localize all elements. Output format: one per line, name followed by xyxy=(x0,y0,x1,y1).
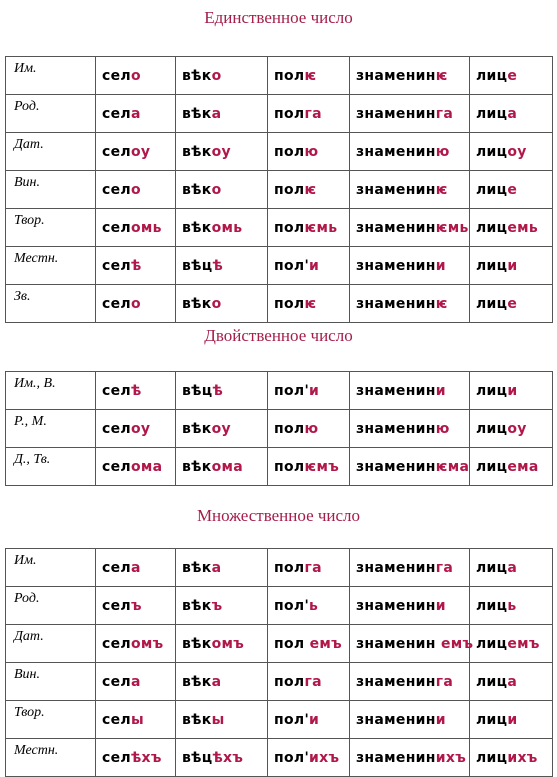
word-ending: е xyxy=(507,67,518,84)
word-ending: и xyxy=(309,711,320,728)
case-label: Род. xyxy=(6,587,96,625)
word-stem: лиц xyxy=(476,181,508,198)
word-stem: знаменин xyxy=(356,673,436,690)
word-stem: пол' xyxy=(274,257,310,274)
word-stem: пол xyxy=(274,105,305,122)
word-stem: вѣк xyxy=(182,219,212,236)
word-stem: знаменин xyxy=(356,559,436,576)
word-form-cell xyxy=(176,372,268,410)
word-stem: пол xyxy=(274,559,305,576)
word-ending: га xyxy=(435,673,454,690)
word-stem: лиц xyxy=(476,219,508,236)
word-form-cell xyxy=(268,587,350,625)
word-stem: сел xyxy=(102,597,131,614)
word-stem: вѣк xyxy=(182,181,212,198)
word-form-cell xyxy=(268,410,350,448)
word-ending: ъ xyxy=(130,597,142,614)
word-ending: ѣ xyxy=(130,257,142,274)
word-stem: знаменин xyxy=(356,257,436,274)
word-ending: а xyxy=(507,673,518,690)
word-stem: лиц xyxy=(476,635,508,652)
table-row xyxy=(6,448,553,486)
word-ending: и xyxy=(507,382,518,399)
word-stem: вѣк xyxy=(182,711,212,728)
table-row xyxy=(6,701,553,739)
word-form-cell xyxy=(470,701,553,739)
word-form-cell xyxy=(96,57,176,95)
word-ending: а xyxy=(211,559,222,576)
word-ending: ихъ xyxy=(507,749,538,766)
word-stem: пол xyxy=(274,181,305,198)
word-stem: лиц xyxy=(476,673,508,690)
word-ending: ѣхъ xyxy=(130,749,162,766)
word-ending: омъ xyxy=(130,635,164,652)
word-ending: а xyxy=(507,559,518,576)
word-ending: и xyxy=(507,257,518,274)
case-label: Вин. xyxy=(6,171,96,209)
word-form-cell xyxy=(470,549,553,587)
word-form-cell xyxy=(268,549,350,587)
section-title-singular: Единственное число xyxy=(204,8,353,27)
word-form-cell xyxy=(350,57,470,95)
word-ending: и xyxy=(435,382,446,399)
word-form-cell xyxy=(176,448,268,486)
word-ending: а xyxy=(507,105,518,122)
word-ending: га xyxy=(435,559,454,576)
case-label: Р., М. xyxy=(6,410,96,448)
word-ending: ѣ xyxy=(212,257,224,274)
word-ending: оу xyxy=(130,143,151,160)
word-form-cell xyxy=(176,171,268,209)
word-form-cell xyxy=(268,663,350,701)
word-ending: ѥмь xyxy=(435,219,469,236)
word-ending: ѥмъ xyxy=(304,458,340,475)
word-form-cell xyxy=(96,701,176,739)
word-ending: га xyxy=(304,105,322,122)
word-form-cell xyxy=(176,625,268,663)
word-form-cell xyxy=(350,133,470,171)
table-singular xyxy=(5,56,553,323)
word-stem: вѣк xyxy=(182,295,212,312)
word-stem: сел xyxy=(102,673,131,690)
word-form-cell xyxy=(268,739,350,777)
word-form-cell xyxy=(470,209,553,247)
word-ending: омъ xyxy=(211,635,245,652)
word-ending: ѣ xyxy=(212,382,224,399)
word-form-cell xyxy=(268,701,350,739)
word-form-cell xyxy=(350,410,470,448)
word-form-cell xyxy=(176,95,268,133)
word-ending: а xyxy=(211,105,222,122)
word-stem: сел xyxy=(102,257,131,274)
table-row xyxy=(6,209,553,247)
word-stem: лиц xyxy=(476,597,508,614)
word-form-cell xyxy=(96,171,176,209)
word-stem: знаменин xyxy=(356,219,436,236)
word-form-cell xyxy=(176,133,268,171)
word-ending: оу xyxy=(211,143,231,160)
word-stem: знаменин xyxy=(356,420,436,437)
table-row xyxy=(6,549,553,587)
word-stem: сел xyxy=(102,635,131,652)
word-stem: сел xyxy=(102,749,131,766)
word-ending: га xyxy=(435,105,454,122)
word-form-cell xyxy=(350,372,470,410)
word-stem: лиц xyxy=(476,67,508,84)
word-form-cell xyxy=(96,285,176,323)
word-stem: лиц xyxy=(476,143,508,160)
word-ending: ь xyxy=(507,597,517,614)
word-stem: вѣк xyxy=(182,635,212,652)
word-ending: и xyxy=(507,711,518,728)
table-row xyxy=(6,133,553,171)
word-stem: вѣц xyxy=(182,257,213,274)
word-form-cell xyxy=(268,247,350,285)
word-form-cell xyxy=(268,57,350,95)
word-ending: ю xyxy=(435,420,450,437)
word-stem: пол xyxy=(274,67,305,84)
case-label: Д., Тв. xyxy=(6,448,96,486)
table-row xyxy=(6,372,553,410)
word-stem: пол xyxy=(274,219,305,236)
word-form-cell xyxy=(176,701,268,739)
word-form-cell xyxy=(470,95,553,133)
word-stem: сел xyxy=(102,295,131,312)
word-ending: оу xyxy=(507,420,527,437)
word-stem: лиц xyxy=(476,257,508,274)
word-stem: вѣц xyxy=(182,749,213,766)
word-form-cell xyxy=(176,739,268,777)
word-form-cell xyxy=(176,410,268,448)
word-form-cell xyxy=(350,663,470,701)
table-row xyxy=(6,171,553,209)
word-ending: ѥ xyxy=(435,67,448,84)
word-stem: пол xyxy=(274,143,305,160)
word-form-cell xyxy=(350,448,470,486)
word-form-cell xyxy=(268,171,350,209)
word-stem: знаменин xyxy=(356,749,436,766)
word-stem: знаменин xyxy=(356,597,436,614)
word-form-cell xyxy=(96,587,176,625)
word-stem: сел xyxy=(102,382,131,399)
word-ending: а xyxy=(130,673,141,690)
word-ending: и xyxy=(309,257,320,274)
table-row xyxy=(6,95,553,133)
word-stem: знаменин xyxy=(356,635,441,652)
table-row xyxy=(6,625,553,663)
word-stem: пол' xyxy=(274,597,310,614)
word-ending: емъ xyxy=(440,635,474,652)
word-stem: лиц xyxy=(476,382,508,399)
word-stem: пол xyxy=(274,458,305,475)
word-ending: и xyxy=(435,597,446,614)
word-ending: ома xyxy=(211,458,243,475)
word-ending: ѣ xyxy=(130,382,142,399)
word-form-cell xyxy=(268,95,350,133)
word-ending: о xyxy=(211,181,222,198)
case-label: Твор. xyxy=(6,701,96,739)
word-stem: лиц xyxy=(476,559,508,576)
word-form-cell xyxy=(470,448,553,486)
word-ending: ихъ xyxy=(435,749,467,766)
word-form-cell xyxy=(176,247,268,285)
word-form-cell xyxy=(96,372,176,410)
word-form-cell xyxy=(96,209,176,247)
word-stem: вѣк xyxy=(182,143,212,160)
word-form-cell xyxy=(470,247,553,285)
word-stem: сел xyxy=(102,105,131,122)
table-plural xyxy=(5,548,553,777)
table-row xyxy=(6,285,553,323)
word-ending: а xyxy=(130,559,141,576)
word-stem: знаменин xyxy=(356,105,436,122)
word-ending: о xyxy=(130,181,141,198)
word-ending: ѥ xyxy=(304,181,317,198)
word-form-cell xyxy=(176,663,268,701)
word-ending: емь xyxy=(507,219,539,236)
word-stem: знаменин xyxy=(356,181,436,198)
word-form-cell xyxy=(268,285,350,323)
word-stem: пол xyxy=(274,420,305,437)
word-stem: вѣк xyxy=(182,458,212,475)
word-form-cell xyxy=(470,372,553,410)
word-ending: ѥ xyxy=(304,67,317,84)
word-form-cell xyxy=(96,739,176,777)
case-label: Вин. xyxy=(6,663,96,701)
word-ending: ы xyxy=(211,711,225,728)
word-stem: сел xyxy=(102,67,131,84)
word-form-cell xyxy=(350,209,470,247)
word-ending: ѥ xyxy=(435,295,448,312)
word-ending: ъ xyxy=(211,597,223,614)
word-form-cell xyxy=(350,549,470,587)
word-stem: сел xyxy=(102,420,131,437)
word-ending: ѥ xyxy=(304,295,317,312)
table-row xyxy=(6,247,553,285)
word-form-cell xyxy=(350,171,470,209)
table-row xyxy=(6,410,553,448)
word-form-cell xyxy=(96,410,176,448)
word-form-cell xyxy=(470,587,553,625)
case-label: Им., В. xyxy=(6,372,96,410)
word-stem: знаменин xyxy=(356,143,436,160)
word-form-cell xyxy=(96,625,176,663)
word-form-cell xyxy=(96,663,176,701)
word-ending: ы xyxy=(130,711,144,728)
word-ending: о xyxy=(211,295,222,312)
word-stem: лиц xyxy=(476,458,508,475)
word-stem: сел xyxy=(102,143,131,160)
word-form-cell xyxy=(470,739,553,777)
word-ending: оу xyxy=(211,420,231,437)
word-stem: вѣк xyxy=(182,420,212,437)
table-row xyxy=(6,739,553,777)
case-label: Твор. xyxy=(6,209,96,247)
word-stem: лиц xyxy=(476,295,508,312)
word-form-cell xyxy=(470,625,553,663)
word-stem: вѣк xyxy=(182,673,212,690)
word-ending: и xyxy=(435,711,446,728)
case-label: Им. xyxy=(6,57,96,95)
word-stem: вѣк xyxy=(182,597,212,614)
word-stem: вѣк xyxy=(182,559,212,576)
word-form-cell xyxy=(350,247,470,285)
word-form-cell xyxy=(350,95,470,133)
word-form-cell xyxy=(176,549,268,587)
word-form-cell xyxy=(350,739,470,777)
word-form-cell xyxy=(176,285,268,323)
word-ending: омь xyxy=(130,219,162,236)
word-ending: е xyxy=(507,181,518,198)
word-ending: и xyxy=(435,257,446,274)
word-form-cell xyxy=(176,209,268,247)
word-form-cell xyxy=(268,625,350,663)
word-form-cell xyxy=(268,133,350,171)
word-stem: лиц xyxy=(476,711,508,728)
word-form-cell xyxy=(470,133,553,171)
word-form-cell xyxy=(96,95,176,133)
word-form-cell xyxy=(96,247,176,285)
word-stem: вѣк xyxy=(182,67,212,84)
word-form-cell xyxy=(350,701,470,739)
word-stem: вѣц xyxy=(182,382,213,399)
word-ending: ѥ xyxy=(435,181,448,198)
word-form-cell xyxy=(470,285,553,323)
word-stem: лиц xyxy=(476,420,508,437)
word-stem: сел xyxy=(102,559,131,576)
case-label: Местн. xyxy=(6,247,96,285)
word-stem: знаменин xyxy=(356,295,436,312)
word-ending: ѣхъ xyxy=(212,749,244,766)
word-ending: ема xyxy=(507,458,539,475)
section-title-plural: Множественное число xyxy=(196,506,361,525)
word-stem: пол' xyxy=(274,382,310,399)
word-ending: а xyxy=(130,105,141,122)
word-form-cell xyxy=(350,587,470,625)
word-ending: о xyxy=(130,295,141,312)
word-ending: и xyxy=(309,382,320,399)
word-form-cell xyxy=(268,209,350,247)
word-form-cell xyxy=(96,133,176,171)
word-stem: сел xyxy=(102,181,131,198)
case-label: Им. xyxy=(6,549,96,587)
word-ending: ѥма xyxy=(435,458,470,475)
word-stem: сел xyxy=(102,711,131,728)
word-form-cell xyxy=(268,448,350,486)
word-form-cell xyxy=(350,625,474,663)
word-ending: ѥмь xyxy=(304,219,338,236)
word-ending: емъ xyxy=(507,635,540,652)
word-form-cell xyxy=(470,171,553,209)
table-row xyxy=(6,57,553,95)
word-form-cell xyxy=(470,410,553,448)
table-dual xyxy=(5,371,553,486)
word-ending: емъ xyxy=(309,635,342,652)
word-ending: ю xyxy=(304,143,319,160)
word-stem: знаменин xyxy=(356,67,436,84)
case-label: Дат. xyxy=(6,133,96,171)
word-form-cell xyxy=(96,448,176,486)
word-ending: ю xyxy=(435,143,450,160)
word-ending: ь xyxy=(309,597,319,614)
word-stem: пол' xyxy=(274,711,310,728)
word-form-cell xyxy=(350,285,470,323)
word-ending: а xyxy=(211,673,222,690)
word-ending: оу xyxy=(507,143,527,160)
word-ending: о xyxy=(130,67,141,84)
word-ending: е xyxy=(507,295,518,312)
word-form-cell xyxy=(176,587,268,625)
case-label: Зв. xyxy=(6,285,96,323)
table-row xyxy=(6,587,553,625)
table-row xyxy=(6,663,553,701)
word-stem: знаменин xyxy=(356,458,436,475)
word-ending: о xyxy=(211,67,222,84)
case-label: Дат. xyxy=(6,625,96,663)
word-ending: ихъ xyxy=(309,749,340,766)
word-ending: га xyxy=(304,559,322,576)
word-ending: ома xyxy=(130,458,163,475)
word-stem: пол xyxy=(274,295,305,312)
word-stem: пол' xyxy=(274,749,310,766)
word-form-cell xyxy=(470,663,553,701)
word-stem: пол xyxy=(274,673,305,690)
word-stem: сел xyxy=(102,219,131,236)
word-form-cell xyxy=(176,57,268,95)
word-stem: сел xyxy=(102,458,131,475)
word-stem: знаменин xyxy=(356,382,436,399)
case-label: Местн. xyxy=(6,739,96,777)
case-label: Род. xyxy=(6,95,96,133)
word-form-cell xyxy=(96,549,176,587)
word-ending: оу xyxy=(130,420,151,437)
word-stem: лиц xyxy=(476,105,508,122)
section-title-dual: Двойственное число xyxy=(204,326,353,345)
word-form-cell xyxy=(268,372,350,410)
word-stem: пол xyxy=(274,635,310,652)
word-stem: лиц xyxy=(476,749,508,766)
word-stem: знаменин xyxy=(356,711,436,728)
word-form-cell xyxy=(470,57,553,95)
word-ending: омь xyxy=(211,219,243,236)
word-stem: вѣк xyxy=(182,105,212,122)
word-ending: га xyxy=(304,673,322,690)
word-ending: ю xyxy=(304,420,319,437)
